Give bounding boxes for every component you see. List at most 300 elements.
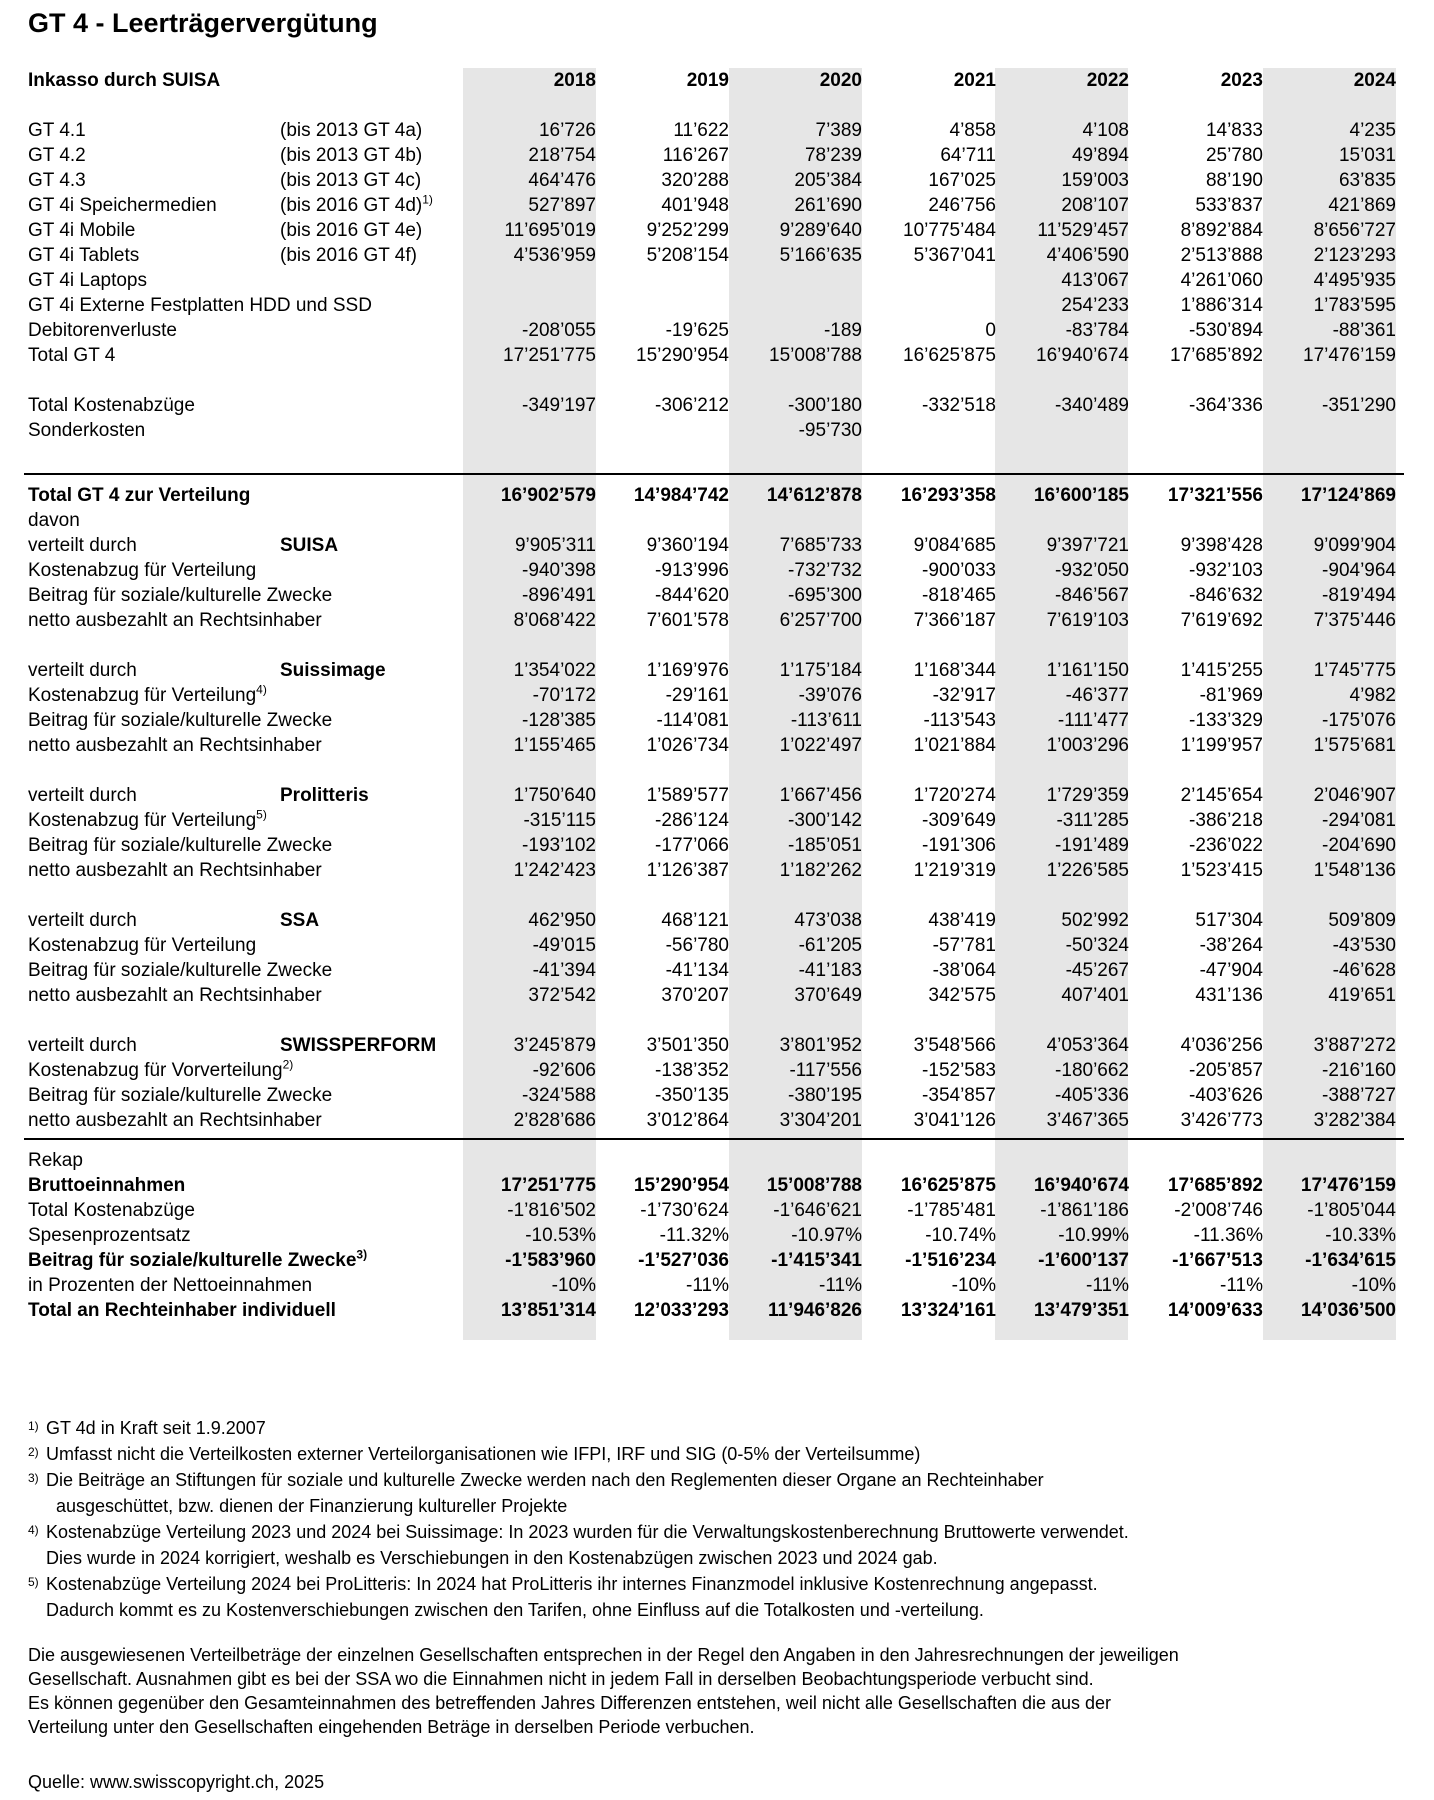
cell-2022: -191’489 xyxy=(1055,835,1129,856)
cell-2021: -1’516’234 xyxy=(905,1250,996,1271)
row-label: Beitrag für soziale/kulturelle Zwecke$^{3)}$ xyxy=(28,1247,368,1271)
cell-2023: -403’626 xyxy=(1189,1085,1263,1106)
cell-2022: -1’600’137 xyxy=(1038,1250,1129,1271)
cell-2019: -350’135 xyxy=(655,1085,729,1106)
cell-2021: 246’756 xyxy=(928,195,996,216)
spacer xyxy=(24,1008,1404,1033)
cell-2019: 12’033’293 xyxy=(633,1300,729,1321)
cell-2018: 8’068’422 xyxy=(513,610,596,631)
cell-2021: 342’575 xyxy=(928,985,996,1006)
rekap-row xyxy=(24,1173,1404,1198)
cell-2018: -1’816’502 xyxy=(507,1200,596,1221)
source-line: Quelle: www.swisscopyright.ch, 2025 xyxy=(28,1772,325,1792)
cell-2020: -1’415’341 xyxy=(771,1250,862,1271)
rekap-row xyxy=(24,1248,1404,1273)
cell-2019: 401’948 xyxy=(661,195,729,216)
row-sublabel: SUISA xyxy=(280,535,339,556)
cell-2024: 3’282’384 xyxy=(1313,1110,1396,1131)
page-title: GT 4 - Leerträgervergütung xyxy=(28,8,378,38)
cell-2021: 5’367’041 xyxy=(913,245,996,266)
footnotes xyxy=(28,1415,1408,1795)
table-row xyxy=(24,343,1404,368)
cell-2022: 9’397’721 xyxy=(1046,535,1129,556)
cell-2020: 14’612’878 xyxy=(766,485,862,506)
rekap-row xyxy=(24,1298,1404,1323)
row-label: Kostenabzug für Verteilung xyxy=(28,560,257,581)
spacer xyxy=(24,368,1404,393)
row-label: Beitrag für soziale/kulturelle Zwecke xyxy=(28,1085,333,1106)
cell-2020: 261’690 xyxy=(794,195,862,216)
cell-2020: 15’008’788 xyxy=(766,1175,862,1196)
cell-2018: -70’172 xyxy=(532,685,596,706)
table-row xyxy=(24,558,1404,583)
row-sublabel: SWISSPERFORM xyxy=(280,1035,437,1056)
cell-2019: -138’352 xyxy=(655,1060,729,1081)
cell-2023: 17’321’556 xyxy=(1167,485,1263,506)
footnote-line xyxy=(28,1597,1408,1623)
cell-2019: 2019 xyxy=(686,70,729,91)
table-row xyxy=(24,783,1404,808)
row-label: GT 4i Mobile xyxy=(28,220,136,241)
cell-2018: 1’155’465 xyxy=(513,735,596,756)
cell-2024: -1’634’615 xyxy=(1305,1250,1396,1271)
footnote-text: Die Beiträge an Stiftungen für soziale und kulturelle Zwecke werden nach den Reglementen dieser Organe an Rechteinhaber xyxy=(46,1470,1044,1490)
cell-2024: 2’046’907 xyxy=(1313,785,1396,806)
row-label: netto ausbezahlt an Rechtsinhaber xyxy=(28,860,322,881)
paragraph-line: Verteilung unter den Gesellschaften eingehenden Beträge in derselben Periode verbuchen. xyxy=(28,1717,755,1737)
row-label: verteilt durch xyxy=(28,660,137,681)
cell-2021: -900’033 xyxy=(922,560,996,581)
cell-2023: 25’780 xyxy=(1205,145,1263,166)
row-label: Beitrag für soziale/kulturelle Zwecke xyxy=(28,835,333,856)
row-label: Total GT 4 zur Verteilung xyxy=(28,485,251,506)
cell-2022: -46’377 xyxy=(1065,685,1129,706)
table-row xyxy=(24,908,1404,933)
cell-2024: 9’099’904 xyxy=(1313,535,1396,556)
table-row xyxy=(24,193,1404,218)
cell-2022: 407’401 xyxy=(1061,985,1129,1006)
cell-2021: 9’084’685 xyxy=(913,535,996,556)
row-sublabel: (bis 2013 GT 4c) xyxy=(280,170,422,191)
cell-2022: 1’226’585 xyxy=(1046,860,1129,881)
cell-2018: -10% xyxy=(551,1275,596,1296)
cell-2023: -236’022 xyxy=(1189,835,1263,856)
footnote-text: Dies wurde in 2024 korrigiert, weshalb es Verschiebungen in den Kostenabzügen zwischen 2023 und 2024 gab. xyxy=(46,1548,938,1568)
cell-2023: 431’136 xyxy=(1195,985,1263,1006)
row-label: Kostenabzug für Verteilung$^{5)}$ xyxy=(28,807,267,831)
cell-2018: -208’055 xyxy=(522,320,596,341)
cell-2018: -940’398 xyxy=(522,560,596,581)
cell-2021: 1’168’344 xyxy=(913,660,996,681)
cell-2024: -88’361 xyxy=(1332,320,1396,341)
cell-2023: 1’415’255 xyxy=(1180,660,1263,681)
table-row xyxy=(24,418,1404,443)
cell-2020: 1’182’262 xyxy=(779,860,862,881)
cell-2023: 4’261’060 xyxy=(1180,270,1263,291)
row-label: netto ausbezahlt an Rechtsinhaber xyxy=(28,610,322,631)
spacer xyxy=(24,93,1404,118)
footnote-line: 1) GT 4d in Kraft seit 1.9.2007 xyxy=(28,1418,266,1438)
cell-2022: 208’107 xyxy=(1061,195,1129,216)
row-sublabel: SSA xyxy=(280,910,320,931)
cell-2022: -11% xyxy=(1086,1275,1129,1296)
row-label: GT 4i Externe Festplatten HDD und SSD xyxy=(28,295,372,316)
row-label: Total an Rechteinhaber individuell xyxy=(28,1300,336,1321)
table-row xyxy=(24,733,1404,758)
row-label: in Prozenten der Nettoeinnahmen xyxy=(28,1275,313,1296)
cell-2024: 63’835 xyxy=(1338,170,1396,191)
cell-2020: 370’649 xyxy=(794,985,862,1006)
row-sublabel: (bis 2016 GT 4f) xyxy=(280,245,417,266)
cell-2018: 11’695’019 xyxy=(504,220,596,241)
cell-2018: 16’902’579 xyxy=(500,485,596,506)
row-label: Kostenabzug für Verteilung$^{4)}$ xyxy=(28,682,267,706)
cell-2024: 4’495’935 xyxy=(1313,270,1396,291)
cell-2021: -57’781 xyxy=(932,935,996,956)
footnote-text: GT 4d in Kraft seit 1.9.2007 xyxy=(46,1418,266,1438)
distribution-total-row xyxy=(24,483,1404,508)
cell-2018: 464’476 xyxy=(528,170,596,191)
rekap-title xyxy=(24,1148,1404,1173)
row-label: verteilt durch xyxy=(28,785,137,806)
table-row xyxy=(24,583,1404,608)
cell-2022: 254’233 xyxy=(1061,295,1129,316)
cell-2021: -332’518 xyxy=(922,395,996,416)
cell-2021: 16’625’875 xyxy=(900,1175,996,1196)
cell-2022: -405’336 xyxy=(1055,1085,1129,1106)
cell-2020: 1’667’456 xyxy=(779,785,862,806)
cell-2024: -10.33% xyxy=(1325,1225,1396,1246)
row-label: Beitrag für soziale/kulturelle Zwecke xyxy=(28,960,333,981)
cell-2019: 7’601’578 xyxy=(646,610,729,631)
divider xyxy=(24,1138,1404,1140)
cell-2020: -1’646’621 xyxy=(773,1200,862,1221)
row-label: GT 4i Tablets xyxy=(28,245,140,266)
cell-2023: -364’336 xyxy=(1189,395,1263,416)
cell-2024: 17’476’159 xyxy=(1303,345,1396,366)
footnote-mark: 2) xyxy=(282,1057,294,1072)
cell-2021: -10% xyxy=(951,1275,996,1296)
cell-2018: 1’354’022 xyxy=(513,660,596,681)
cell-2020: -39’076 xyxy=(798,685,862,706)
row-label: Inkasso durch SUISA xyxy=(28,70,221,91)
cell-2020: -300’142 xyxy=(788,810,862,831)
cell-2024: -351’290 xyxy=(1322,395,1396,416)
footnote-line: 2) Umfasst nicht die Verteilkosten externer Verteilorganisationen wie IFPI, IRF und SIG (0-5% der Verteilsumme) xyxy=(28,1444,921,1464)
cell-2023: 2’145’654 xyxy=(1180,785,1263,806)
cell-2022: 4’108 xyxy=(1082,120,1129,141)
cell-2024: 1’548’136 xyxy=(1313,860,1396,881)
cell-2018: -193’102 xyxy=(522,835,596,856)
cell-2024: 4’982 xyxy=(1349,685,1396,706)
cell-2021: 16’293’358 xyxy=(900,485,996,506)
row-label: Spesenprozentsatz xyxy=(28,1225,191,1246)
cell-2020: -61’205 xyxy=(798,935,862,956)
footnote-text: Kostenabzüge Verteilung 2024 bei ProLitteris: In 2024 hat ProLitteris ihr internes Finanzmodel inklusive Kostenrechnung angepasst. xyxy=(46,1574,1098,1594)
cell-2023: -47’904 xyxy=(1199,960,1263,981)
cell-2019: 3’501’350 xyxy=(646,1035,729,1056)
cell-2021: 167’025 xyxy=(928,170,996,191)
cell-2019: 1’169’976 xyxy=(646,660,729,681)
table-row xyxy=(24,1108,1404,1133)
cell-2023: -38’264 xyxy=(1199,935,1263,956)
cell-2022: 11’529’457 xyxy=(1037,220,1129,241)
table-row xyxy=(24,708,1404,733)
cell-2022: 2022 xyxy=(1086,70,1129,91)
cell-2018: 527’897 xyxy=(528,195,596,216)
cell-2024: -43’530 xyxy=(1332,935,1396,956)
row-label: davon xyxy=(28,510,80,531)
cell-2024: 509’809 xyxy=(1328,910,1396,931)
row-label: netto ausbezahlt an Rechtsinhaber xyxy=(28,735,322,756)
cell-2024: 17’476’159 xyxy=(1300,1175,1396,1196)
cell-2022: 4’053’364 xyxy=(1046,1035,1129,1056)
cell-2022: -932’050 xyxy=(1055,560,1129,581)
cell-2022: 16’940’674 xyxy=(1033,1175,1129,1196)
cell-2019: -114’081 xyxy=(656,710,729,731)
cell-2023: 1’199’957 xyxy=(1180,735,1263,756)
table-row xyxy=(24,168,1404,193)
cell-2019: -844’620 xyxy=(655,585,729,606)
cell-2018: 3’245’879 xyxy=(513,1035,596,1056)
cell-2022: -111’477 xyxy=(1057,710,1129,731)
cell-2019: 15’290’954 xyxy=(633,1175,729,1196)
row-label: GT 4.1 xyxy=(28,120,86,141)
cell-2024: 1’745’775 xyxy=(1313,660,1396,681)
cell-2023: 1’886’314 xyxy=(1180,295,1263,316)
cell-2019: 9’252’299 xyxy=(646,220,729,241)
paragraph-line: Gesellschaft. Ausnahmen gibt es bei der SSA wo die Einnahmen nicht in jedem Fall in derselben Beobachtungsperiode verbucht sind. xyxy=(28,1669,1094,1689)
cell-2019: 320’288 xyxy=(661,170,729,191)
row-label: verteilt durch xyxy=(28,910,137,931)
cell-2023: 17’685’892 xyxy=(1170,345,1263,366)
spacer xyxy=(24,883,1404,908)
cell-2021: 1’021’884 xyxy=(913,735,996,756)
cell-2023: 517’304 xyxy=(1195,910,1263,931)
cell-2019: 15’290’954 xyxy=(636,345,729,366)
row-label: Debitorenverluste xyxy=(28,320,177,341)
table-row xyxy=(24,608,1404,633)
row-label: netto ausbezahlt an Rechtsinhaber xyxy=(28,985,322,1006)
cell-2022: 13’479’351 xyxy=(1033,1300,1129,1321)
cell-2024: 14’036’500 xyxy=(1300,1300,1396,1321)
footnote-mark: 1) xyxy=(422,192,433,207)
cell-2024: -175’076 xyxy=(1322,710,1396,731)
cell-2019: 3’012’864 xyxy=(646,1110,729,1131)
spacer xyxy=(24,758,1404,783)
cell-2020: 1’175’184 xyxy=(779,660,862,681)
row-label: Total Kostenabzüge xyxy=(28,1200,195,1221)
cell-2022: -10.99% xyxy=(1058,1225,1129,1246)
cell-2023: 9’398’428 xyxy=(1180,535,1263,556)
cell-2020: -695’300 xyxy=(788,585,862,606)
cell-2021: 3’041’126 xyxy=(913,1110,996,1131)
cell-2021: -152’583 xyxy=(922,1060,996,1081)
cell-2018: 372’542 xyxy=(528,985,596,1006)
cell-2023: 17’685’892 xyxy=(1167,1175,1263,1196)
cell-2019: 1’026’734 xyxy=(646,735,729,756)
cell-2021: 1’219’319 xyxy=(913,860,996,881)
cell-2020: 1’022’497 xyxy=(779,735,862,756)
row-sublabel: Suissimage xyxy=(280,660,386,681)
cell-2021: 0 xyxy=(985,320,996,341)
cell-2018: -1’583’960 xyxy=(505,1250,596,1271)
cell-2020: 3’304’201 xyxy=(779,1110,862,1131)
cell-2018: 2’828’686 xyxy=(513,1110,596,1131)
cell-2021: -113’543 xyxy=(923,710,996,731)
cell-2019: 9’360’194 xyxy=(646,535,729,556)
cell-2019: -29’161 xyxy=(665,685,729,706)
paragraph-line: Es können gegenüber den Gesamteinnahmen des betreffenden Jahres Differenzen entstehen, weil nicht alle Gesellschaften die aus der xyxy=(28,1693,1112,1713)
cell-2021: 7’366’187 xyxy=(913,610,996,631)
row-sublabel: (bis 2013 GT 4b) xyxy=(280,145,423,166)
cell-2024: 15’031 xyxy=(1338,145,1396,166)
cell-2023: -2’008’746 xyxy=(1174,1200,1263,1221)
cell-2023: 2’513’888 xyxy=(1180,245,1263,266)
row-label: Bruttoeinnahmen xyxy=(28,1175,186,1196)
cell-2022: 3’467’365 xyxy=(1046,1110,1129,1131)
cell-2021: -309’649 xyxy=(922,810,996,831)
rekap-row xyxy=(24,1198,1404,1223)
data-table xyxy=(24,68,1404,1323)
table-row xyxy=(24,268,1404,293)
cell-2024: -819’494 xyxy=(1322,585,1396,606)
cell-2022: -50’324 xyxy=(1065,935,1129,956)
table-row xyxy=(24,1033,1404,1058)
cell-2020: 7’389 xyxy=(815,120,862,141)
footnote-line: 4) Kostenabzüge Verteilung 2023 und 2024 bei Suissimage: In 2023 wurden für die Verwaltungskostenberechnung Bruttowerte verwendet. xyxy=(28,1522,1129,1542)
cell-2024: 4’235 xyxy=(1349,120,1396,141)
table-row xyxy=(24,1083,1404,1108)
cell-2018: 462’950 xyxy=(528,910,596,931)
header-row xyxy=(24,68,1404,93)
cell-2021: -32’917 xyxy=(932,685,996,706)
cell-2024: 8’656’727 xyxy=(1313,220,1396,241)
cell-2022: 1’729’359 xyxy=(1046,785,1129,806)
cell-2021: 2021 xyxy=(953,70,996,91)
cell-2020: -117’556 xyxy=(789,1060,862,1081)
cell-2018: 218’754 xyxy=(528,145,596,166)
cell-2023: -846’632 xyxy=(1189,585,1263,606)
paragraph-line: Die ausgewiesenen Verteilbeträge der einzelnen Gesellschaften entsprechen in der Regel den Angaben in den Jahresrechnungen der jeweiligen xyxy=(28,1645,1179,1665)
cell-2023: 14’833 xyxy=(1205,120,1263,141)
cell-2020: 473’038 xyxy=(794,910,862,931)
row-label: GT 4.3 xyxy=(28,170,86,191)
footnote-mark: 3) xyxy=(356,1247,368,1262)
cell-2023: 4’036’256 xyxy=(1180,1035,1263,1056)
cell-2022: -83’784 xyxy=(1065,320,1129,341)
cell-2019: -1’527’036 xyxy=(638,1250,729,1271)
cell-2021: -191’306 xyxy=(922,835,996,856)
cell-2018: 1’750’640 xyxy=(513,785,596,806)
cell-2022: 16’940’674 xyxy=(1036,345,1129,366)
cell-2020: -41’183 xyxy=(798,960,862,981)
cell-2023: 88’190 xyxy=(1205,170,1263,191)
cell-2021: 4’858 xyxy=(949,120,996,141)
table-row xyxy=(24,933,1404,958)
cell-2022: 7’619’103 xyxy=(1046,610,1129,631)
table-row xyxy=(24,143,1404,168)
cell-2023: 1’523’415 xyxy=(1180,860,1263,881)
cell-2018: -128’385 xyxy=(522,710,596,731)
cell-2023: -11.36% xyxy=(1193,1225,1263,1246)
cell-2020: -185’051 xyxy=(788,835,862,856)
table-row xyxy=(24,1058,1404,1083)
cell-2021: 16’625’875 xyxy=(903,345,996,366)
cell-2018: 1’242’423 xyxy=(513,860,596,881)
cell-2024: 7’375’446 xyxy=(1313,610,1396,631)
footnote-text: Umfasst nicht die Verteilkosten externer Verteilorganisationen wie IFPI, IRF und SIG (0-5% der Verteilsumme) xyxy=(46,1444,921,1464)
cell-2024: -204’690 xyxy=(1322,835,1396,856)
row-label: Kostenabzug für Verteilung xyxy=(28,935,257,956)
cell-2020: 11’946’826 xyxy=(767,1300,862,1321)
cell-2023: 533’837 xyxy=(1195,195,1263,216)
cell-2019: 116’267 xyxy=(662,145,729,166)
cell-2020: 2020 xyxy=(819,70,862,91)
footnote-line xyxy=(28,1493,1408,1519)
table-row xyxy=(24,658,1404,683)
footnote-line: 5) Kostenabzüge Verteilung 2024 bei ProLitteris: In 2024 hat ProLitteris ihr internes Finanzmodel inklusive Kostenrechnung angepasst. xyxy=(28,1574,1098,1594)
cell-2021: 438’419 xyxy=(928,910,996,931)
row-label: Rekap xyxy=(28,1150,83,1171)
cell-2021: -10.74% xyxy=(925,1225,996,1246)
table-row xyxy=(24,958,1404,983)
cell-2020: 9’289’640 xyxy=(779,220,862,241)
table-row xyxy=(24,833,1404,858)
explanatory-paragraph xyxy=(28,1643,1408,1739)
cell-2024: -388’727 xyxy=(1322,1085,1396,1106)
cell-2018: 16’726 xyxy=(538,120,596,141)
cell-2020: -11% xyxy=(819,1275,862,1296)
cell-2020: -10.97% xyxy=(791,1225,862,1246)
davon-row xyxy=(24,508,1404,533)
row-sublabel: (bis 2016 GT 4d)$^{1)}$ xyxy=(280,192,433,216)
cell-2020: -300’180 xyxy=(788,395,862,416)
cell-2020: -113’611 xyxy=(790,710,862,731)
cell-2024: -216’160 xyxy=(1322,1060,1396,1081)
cell-2023: 3’426’773 xyxy=(1180,1110,1263,1131)
cell-2020: -732’732 xyxy=(788,560,862,581)
footnote-line xyxy=(28,1545,1408,1571)
cell-2020: 15’008’788 xyxy=(769,345,862,366)
cell-2018: 2018 xyxy=(553,70,596,91)
cell-2022: -340’489 xyxy=(1055,395,1129,416)
cell-2020: -189 xyxy=(823,320,862,341)
cell-2020: -380’195 xyxy=(788,1085,862,1106)
cell-2023: 7’619’692 xyxy=(1180,610,1263,631)
cell-2018: 17’251’775 xyxy=(503,345,596,366)
table-row xyxy=(24,808,1404,833)
cell-2018: -324’588 xyxy=(522,1085,596,1106)
cell-2018: 13’851’314 xyxy=(500,1300,596,1321)
row-label: Beitrag für soziale/kulturelle Zwecke xyxy=(28,710,333,731)
cell-2018: -49’015 xyxy=(532,935,596,956)
table-row xyxy=(24,118,1404,143)
row-label: verteilt durch xyxy=(28,535,137,556)
table-row xyxy=(24,858,1404,883)
table-row xyxy=(24,293,1404,318)
row-label: GT 4i Speichermedien xyxy=(28,195,217,216)
cell-2018: -10.53% xyxy=(525,1225,596,1246)
cell-2024: 1’783’595 xyxy=(1313,295,1396,316)
cell-2019: 468’121 xyxy=(661,910,729,931)
row-label: Sonderkosten xyxy=(28,420,146,441)
cell-2023: -81’969 xyxy=(1199,685,1263,706)
cell-2019: -11.32% xyxy=(659,1225,729,1246)
cell-2024: 2’123’293 xyxy=(1313,245,1396,266)
cell-2023: -205’857 xyxy=(1189,1060,1263,1081)
cell-2021: 1’720’274 xyxy=(913,785,996,806)
